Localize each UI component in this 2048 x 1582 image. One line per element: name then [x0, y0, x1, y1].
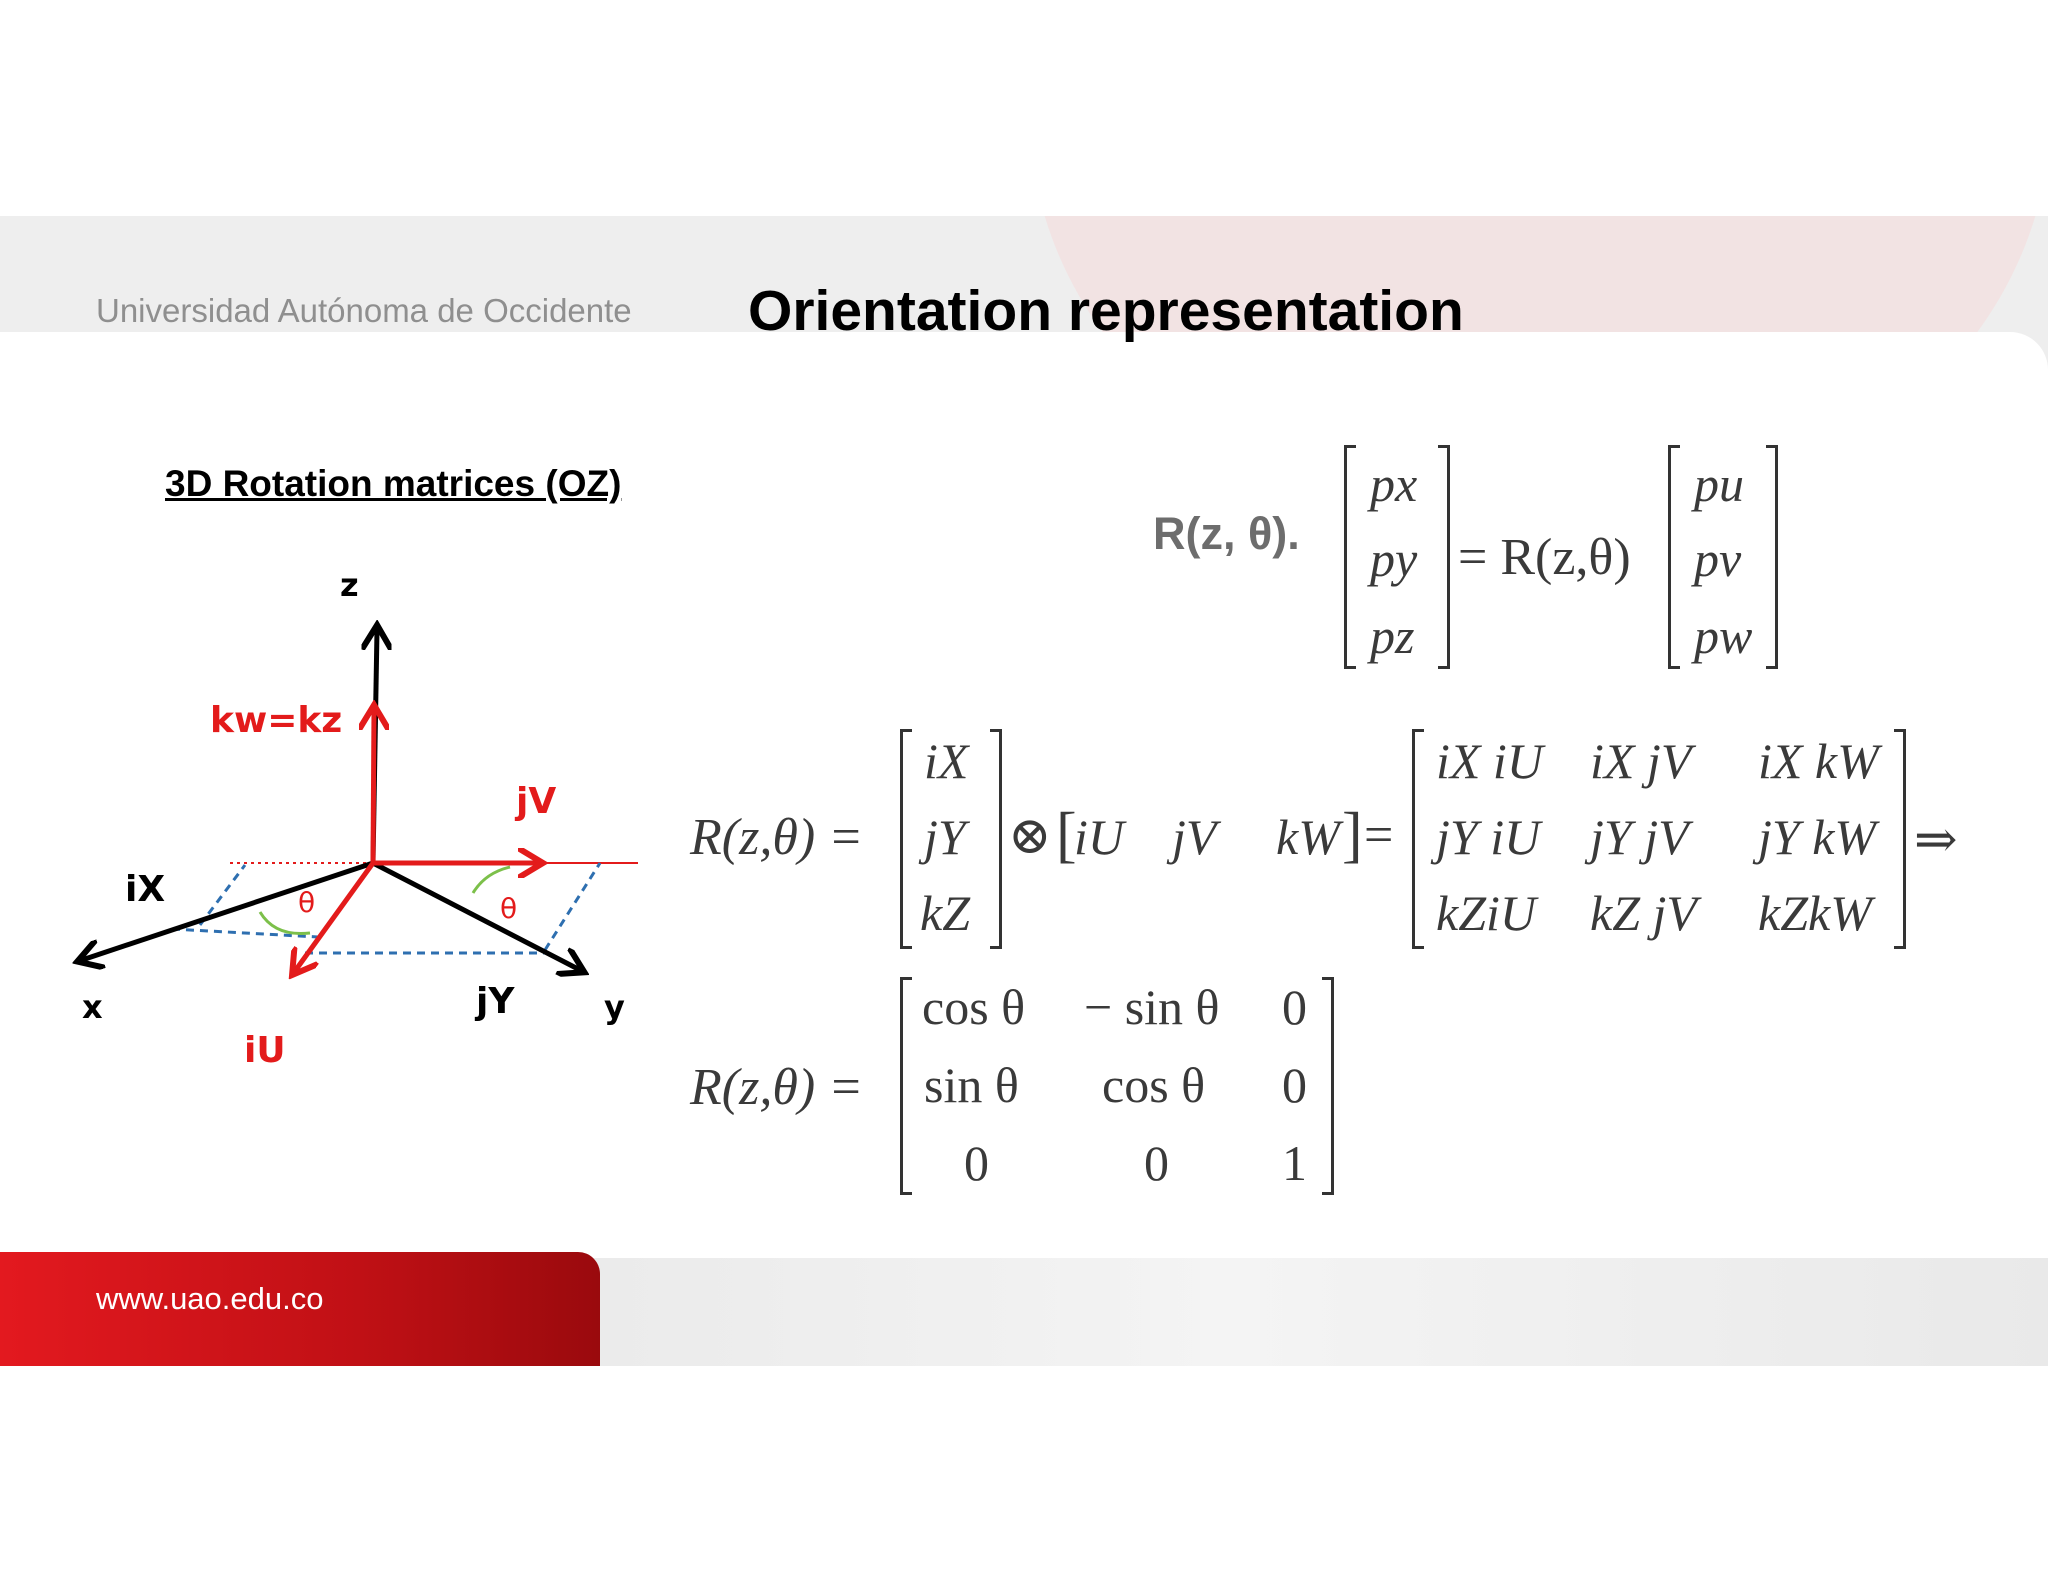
- eq2-row-open-bracket: [: [1056, 801, 1077, 869]
- eq3-m23: 0: [1282, 1057, 1307, 1113]
- eq3-m33: 1: [1282, 1135, 1307, 1191]
- eq2-m33: kZkW: [1758, 885, 1872, 941]
- theta-label-right: θ: [500, 892, 518, 925]
- eq3-m31: 0: [964, 1135, 989, 1191]
- eq2-m32: kZ jV: [1590, 885, 1697, 941]
- z-axis-label: z: [340, 566, 359, 604]
- jv-label: jV: [516, 781, 557, 822]
- eq2-m12: iX jV: [1590, 733, 1692, 789]
- eq2-implies: ⇒: [1914, 812, 1958, 869]
- ix-label: iX: [125, 869, 166, 910]
- jy-label: jY: [476, 981, 515, 1022]
- x-axis-label: x: [82, 988, 103, 1026]
- theta-label-left: θ: [298, 886, 316, 919]
- kw-kz-label: kw=kz: [210, 700, 343, 741]
- eq2-col-ix: iX: [924, 733, 969, 789]
- eq1-prefix: R(z, θ).: [1153, 508, 1300, 559]
- eq2-lhs: R(z,θ) =: [690, 809, 864, 866]
- eq3-m12: − sin θ: [1084, 979, 1220, 1035]
- eq2-otimes: ⊗: [1008, 808, 1052, 865]
- section-subtitle: 3D Rotation matrices (OZ): [165, 463, 622, 504]
- eq2-m23: jY kW: [1758, 809, 1877, 865]
- eq2-m31: kZiU: [1436, 885, 1536, 941]
- eq2-col-kz: kZ: [920, 885, 970, 941]
- eq2-row-iu: iU: [1074, 809, 1124, 865]
- eq1-pz: pz: [1370, 608, 1415, 664]
- eq1-px: px: [1370, 456, 1418, 512]
- footer-url[interactable]: www.uao.edu.co: [96, 1281, 324, 1316]
- eq3-m21: sin θ: [924, 1057, 1019, 1113]
- eq2-equals: =: [1364, 807, 1394, 864]
- eq2-m13: iX kW: [1758, 733, 1879, 789]
- university-name: Universidad Autónoma de Occidente: [96, 292, 632, 329]
- dashed-line: [545, 863, 600, 950]
- eq3-m22: cos θ: [1102, 1057, 1206, 1113]
- kw-axis: [373, 710, 374, 863]
- eq3-m13: 0: [1282, 979, 1307, 1035]
- eq1-pw: pw: [1694, 608, 1753, 664]
- theta-arc-right: [473, 867, 510, 893]
- eq1-pu: pu: [1694, 456, 1744, 512]
- eq1-py: py: [1370, 531, 1418, 587]
- eq2-m22: jY jV: [1590, 809, 1689, 865]
- eq2-row-jv: jV: [1172, 809, 1217, 865]
- y-axis-label: y: [604, 988, 625, 1026]
- iu-label: iU: [244, 1030, 286, 1071]
- eq2-row-kw: kW: [1276, 809, 1340, 865]
- eq3-m11: cos θ: [922, 979, 1026, 1035]
- eq2-m11: iX iU: [1436, 733, 1543, 789]
- eq2-row-close-bracket: ]: [1342, 801, 1363, 869]
- rotation-diagram: [60, 560, 660, 1100]
- eq1-pv: pv: [1694, 531, 1742, 587]
- slide-title: Orientation representation: [748, 279, 1464, 343]
- eq2-col-jy: jY: [924, 809, 966, 865]
- eq2-m21: jY iU: [1436, 809, 1541, 865]
- eq3-m32: 0: [1144, 1135, 1169, 1191]
- eq3-lhs: R(z,θ) =: [690, 1059, 864, 1116]
- eq1-equals-r: = R(z,θ): [1458, 529, 1631, 586]
